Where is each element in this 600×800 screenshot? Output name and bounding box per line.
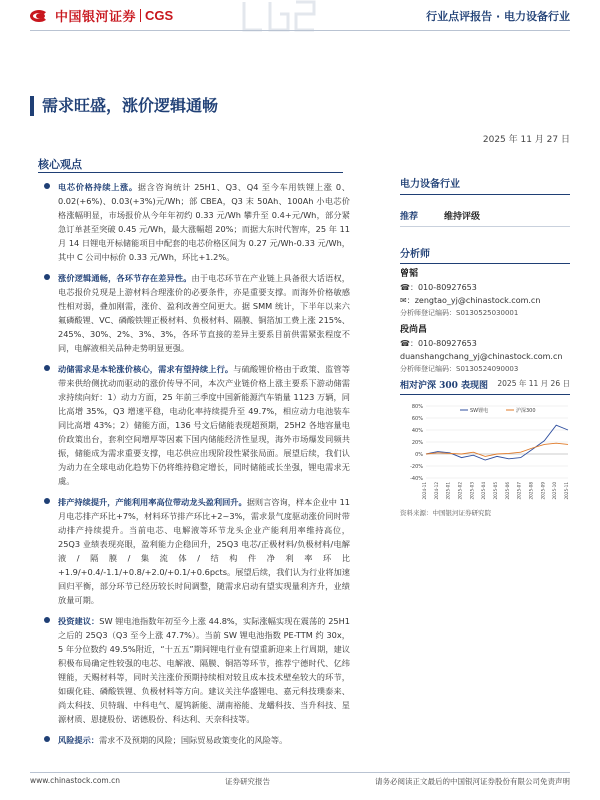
bullet-icon (44, 498, 50, 504)
paragraph-lead: 风险提示： (58, 735, 99, 745)
chart-x-tick: 2025-07 (516, 482, 522, 500)
brand-logo (30, 6, 173, 25)
chart-x-tick: 2025-08 (528, 482, 534, 500)
footer-website[interactable]: www.chinastock.com.cn (30, 776, 120, 785)
paragraph-price-rise (58, 180, 350, 264)
paragraph-lead: 投资建议： (58, 616, 100, 626)
paragraph-lead: 涨价逻辑通畅，各环节存在差异性。 (58, 273, 192, 283)
bullet-icon (44, 365, 50, 371)
paragraph-investment (58, 614, 350, 726)
brand-divider (140, 9, 141, 22)
chart-x-tick: 2025-02 (457, 482, 463, 500)
chart-x-tick: 2025-01 (445, 482, 451, 500)
chart-series-line (426, 425, 568, 460)
chart-y-tick: -20% (410, 464, 423, 470)
chart-y-tick: 60% (411, 416, 423, 422)
chart-title: 相对沪深 300 表现图 (400, 381, 489, 391)
chart-x-tick: 2025-04 (481, 482, 487, 500)
cgs-watermark-icon (240, 0, 320, 40)
chart-x-tick: 2025-10 (552, 482, 558, 500)
chart-date: 2025 年 11 月 26 日 (497, 379, 570, 388)
bullet-icon (44, 183, 50, 189)
analyst-email[interactable]: duanshangchang_yj@chinastock.com.cn (400, 352, 563, 361)
paragraph-production (58, 495, 350, 607)
report-type: 行业点评报告 · 电力设备行业 (426, 10, 570, 23)
brand-name: 中国银河证券 (55, 10, 137, 25)
industry-title: 电力设备行业 (400, 175, 570, 195)
paragraph-text: SW 锂电池指数年初至今上涨 44.8%，实际涨幅实现在震荡的 25H1 之后的 25Q3（Q3 至今上涨 47.7%）。当前 SW 锂电池指数 PE-TTM 约 30x，5 年分位数约 49.5%附近，“十五五”期间锂电行业有望重新迎来上行周期，建议积极布局确定性较强的电芯、电解液、隔膜、铜箔等环节，推荐宁德时代、亿纬锂能，天赐材料等，同时关注涨价预期持续相对较且成本技术壁垒较大的环节，如碳化硅、磷酸铁锂、负极材料等方向。建议关注华盛锂电、嘉元科技璞泰来、尚太科技、贝特瑞、中科电气、厦钨新能、湖南裕能、龙蟠科技、当升科技、星源材质、恩捷股份、诺德股份、科达利、天奈科技等。 (58, 616, 350, 724)
bullet-icon (44, 617, 50, 623)
analyst-card (400, 268, 570, 320)
bullet-icon (44, 274, 50, 280)
core-views-divider (38, 172, 343, 173)
chart-y-tick: -40% (410, 476, 423, 482)
galaxy-logo-icon (30, 8, 50, 24)
chart-header (400, 378, 570, 395)
analyst-card (400, 324, 570, 376)
chart-y-tick: 20% (411, 440, 423, 446)
main-content (58, 180, 350, 754)
paragraph-text: 由于电芯环节在产业链上具备很大话语权，电芯报价兑现是上游材料合理涨价的必要条件，亦是重要支撑。而海外价格敏感性相对弱，叠加刚需，涨价、盈利改善空间更大。据 SMM 统计，下半年以来六氟磷酸锂、VC、磷酸铁锂正极材料、负极材料、隔膜、铜箔加工费上涨 215%、245%、30%、2%、3%、3%，各环节直接的差异主要系目前供需紧张程度不同，电解液相关品种走势明显更强。 (58, 273, 350, 353)
paragraph-text: 据则言咨询，样本企业中 11 月电芯排产环比+7%，材料环节排产环比+2~3%，需求景气度驱动涨价同时带动排产持续提升。当前电芯、电解液等环节龙头企业产能利用率维持高位，25Q3 业绩表现亮眼，盈利能力企稳回升，25Q3 电芯/正极材料/负极材料/电解液/隔膜/集流体/结构件净利率环比+1.9/+0.4/-1.1/+0.8/+2.0/+0.1/+0.6pcts。展望后续，我们认为行业将加速回归平衡，部分环节已经历较长时间调整，随需求启动有望实现量利齐升，业绩放量可期。 (58, 497, 350, 605)
analyst-name: 曾韬 (400, 269, 419, 279)
paragraph-lead: 电芯价格持续上涨。 (58, 182, 138, 192)
sidebar (400, 175, 570, 376)
rating-value: 维持评级 (444, 212, 481, 222)
chart-x-tick: 2025-03 (469, 482, 475, 500)
chart-y-tick: 40% (411, 428, 423, 434)
rating-key: 推荐 (400, 212, 419, 222)
paragraph-risk (58, 733, 350, 747)
brand-abbr: CGS (145, 8, 174, 23)
core-views-heading: 核心观点 (38, 158, 82, 171)
analyst-phone: ☎：010-80927653 (400, 283, 477, 292)
chart-x-tick: 2025-05 (493, 482, 498, 500)
paragraph-lead: 动储需求是本轮涨价核心，需求有望持续上行。 (58, 364, 234, 374)
analyst-heading: 分析师 (400, 245, 570, 264)
paragraph-text: 需求不及预期的风险；国际贸易政策变化的风险等。 (98, 735, 288, 745)
analyst-phone: ☎：010-80927653 (400, 339, 477, 348)
chart-legend-label: SW锂电 (470, 408, 489, 414)
report-title: 需求旺盛，涨价逻辑通畅 (30, 96, 218, 116)
chart-series-line (426, 443, 568, 456)
chart-legend-label: 沪深300 (516, 408, 536, 414)
header-divider (30, 30, 570, 31)
paragraph-logic (58, 271, 350, 355)
analyst-email[interactable]: ✉：zengtao_yj@chinastock.com.cn (400, 296, 541, 305)
paragraph-text: 与硫酸锂价格由于政策、监管等带来供给侧扰动而驱动的涨价传导不同，本次产业链价格上涨主要系下游动储需求持续向好：1）动力方面，25 年前三季度中国新能源汽车销量 1123 万辆，同比高增 35%，Q3 增速平稳，电动化率持续提升至 49.7%，相应动力电池装车同比高增 43%；2）储能方面，136 号文后储能表现超预期，25H2 各地容量电价政策出台，套利空间增厚等因素下国内储能经济性显现，海外市场爆发同频共振，储能成为需求重要支撑，电芯供应出现阶段性紧张局面。展望后续，我们认为动力在全球电动化趋势下仍将维持稳定增长，同时储能或长坐强，锂电需求无虞。 (58, 364, 350, 486)
analyst-name: 段尚昌 (400, 325, 428, 335)
paragraph-lead: 排产持续提升，产能利用率高位带动龙头盈利回升。 (58, 497, 247, 507)
analyst-registration: 分析师登记编码：S0130524090003 (400, 365, 519, 373)
chart-x-tick: 2025-06 (504, 482, 510, 500)
paragraph-demand (58, 362, 350, 488)
chart-x-tick: 2024-11 (422, 482, 427, 500)
footer-divider (30, 772, 570, 773)
analyst-registration: 分析师登记编码：S0130525030001 (400, 309, 519, 317)
footer-center: 证券研究报告 (224, 777, 270, 786)
chart-x-tick: 2025-09 (540, 482, 546, 500)
chart-x-tick: 2024-12 (433, 482, 439, 500)
footer-disclaimer: 请务必阅读正文最后的中国银河证券股份有限公司免责声明 (374, 777, 570, 786)
page-header (0, 0, 600, 30)
rating-row (400, 209, 570, 227)
chart-source: 资料来源：中国银河证券研究院 (400, 509, 491, 517)
relative-performance-chart (400, 398, 572, 506)
chart-x-tick: 2025-11 (564, 482, 569, 500)
chart-y-tick: 0% (415, 452, 423, 458)
chart-y-tick: 80% (411, 404, 423, 410)
page-footer (30, 776, 570, 787)
paragraph-text: 据含咨询统计 25H1、Q3、Q4 至今车用铁锂上涨 0、0.02(+6%)、0.03(+3%)元/Wh；部 CBEA，Q3 末 50Ah、100Ah 小电芯价格涨幅明显，市场报价从今年年初约 0.33 元/Wh 攀升至 0.4+元/Wh，部分紧急订单甚至突破 0.45 元/Wh，最大涨幅超 20%；而据大东时代智库，25 年 11 月 14 日锂电开标储能项目中配套的电芯价格区间为 0.27 元/Wh-0.33 元/Wh，其中 C 公司中标价 0.33 元/Wh，环比+1.2%。 (58, 182, 350, 262)
bullet-icon (44, 736, 50, 742)
report-date: 2025 年 11 月 27 日 (482, 135, 570, 145)
